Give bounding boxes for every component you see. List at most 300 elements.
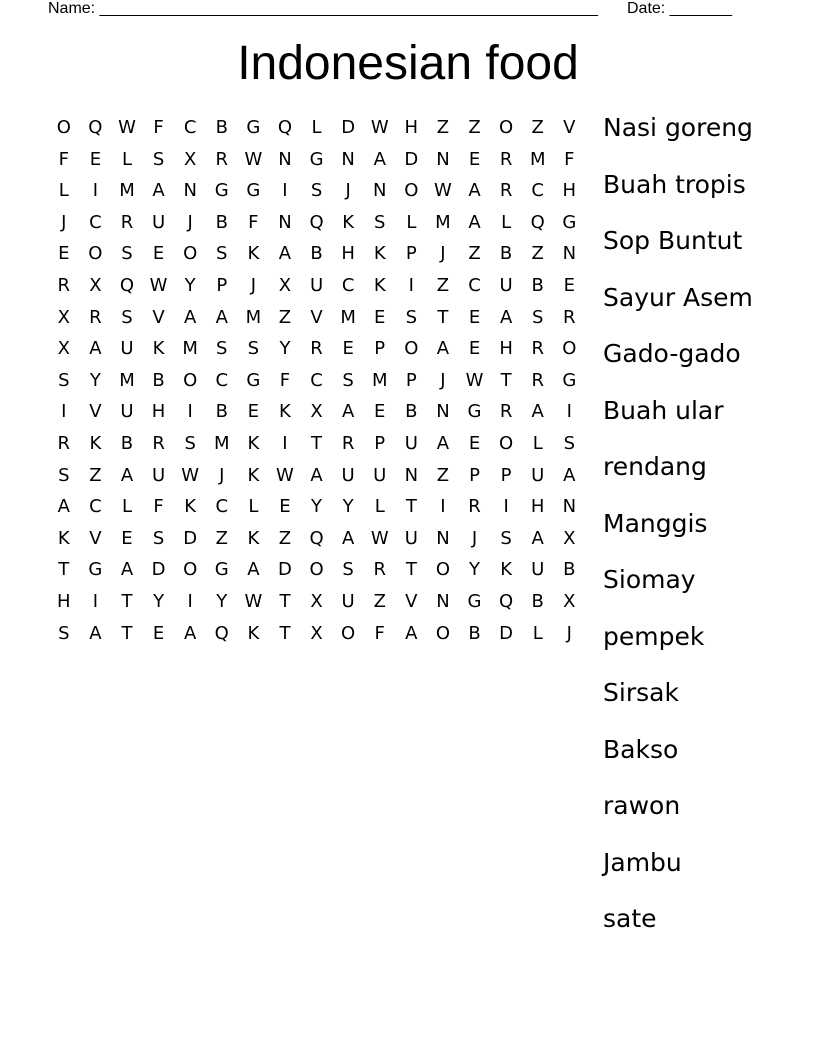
- grid-letter: Y: [469, 559, 481, 581]
- grid-letter: R: [57, 274, 71, 296]
- grid-letter: O: [404, 180, 419, 202]
- grid-letter: K: [247, 464, 260, 486]
- grid-letter: F: [153, 117, 164, 138]
- grid-letter: G: [246, 180, 261, 202]
- grid-row: [48, 207, 585, 239]
- grid-letter: K: [373, 274, 386, 296]
- grid-letter: M: [340, 306, 356, 328]
- word-list-item: pempek: [603, 621, 705, 651]
- grid-letter: Q: [214, 622, 229, 644]
- grid-row: [48, 365, 585, 397]
- grid-letter: T: [311, 432, 323, 454]
- grid-row: [48, 491, 585, 523]
- grid-letter: M: [119, 180, 135, 202]
- grid-letter: U: [341, 590, 355, 612]
- word-list-item: Siomay: [603, 565, 696, 594]
- grid-letter: T: [405, 496, 417, 518]
- word-list-item: Buah ular: [603, 395, 724, 425]
- grid-letter: A: [341, 401, 355, 423]
- grid-letter: C: [341, 274, 355, 296]
- grid-letter: M: [245, 306, 262, 328]
- grid-letter: O: [56, 117, 71, 138]
- grid-letter: R: [341, 432, 355, 454]
- grid-letter: O: [435, 559, 450, 581]
- grid-letter: E: [121, 527, 133, 549]
- grid-letter: O: [309, 559, 324, 581]
- grid-letter: A: [499, 306, 513, 328]
- grid-letter: A: [152, 180, 165, 202]
- word-list-item: Gado-gado: [603, 339, 741, 368]
- grid-letter: H: [499, 338, 513, 360]
- grid-letter: N: [562, 243, 577, 265]
- grid-letter: J: [61, 211, 67, 233]
- grid-letter: S: [58, 369, 70, 391]
- word-list-item: Bakso: [603, 734, 679, 764]
- grid-letter: E: [279, 496, 291, 518]
- grid-letter: A: [184, 306, 197, 328]
- grid-letter: G: [562, 211, 577, 233]
- grid-letter: S: [216, 338, 228, 360]
- grid-letter: N: [436, 527, 450, 549]
- grid-letter: B: [499, 243, 513, 265]
- grid-letter: S: [563, 432, 576, 454]
- grid-letter: K: [152, 338, 165, 360]
- grid-letter: W: [181, 464, 200, 486]
- grid-letter: N: [436, 590, 450, 612]
- grid-letter: O: [499, 432, 514, 454]
- grid-letter: H: [562, 180, 577, 202]
- grid-letter: U: [151, 211, 166, 233]
- grid-letter: O: [88, 243, 103, 265]
- grid-letter: Z: [215, 527, 228, 549]
- grid-letter: T: [500, 369, 512, 391]
- grid-row: [48, 428, 585, 460]
- grid-letter: Q: [530, 211, 545, 233]
- grid-letter: O: [183, 243, 198, 265]
- grid-letter: C: [183, 117, 197, 138]
- grid-letter: A: [531, 527, 544, 549]
- grid-letter: A: [373, 148, 386, 170]
- grid-letter: K: [342, 211, 355, 233]
- grid-letter: L: [248, 496, 259, 518]
- grid-letter: T: [405, 559, 417, 581]
- word-list-item: sate: [603, 904, 657, 933]
- grid-letter: Y: [311, 496, 323, 518]
- word-list-item: Sayur Asem: [603, 282, 753, 312]
- grid-letter: L: [532, 622, 543, 644]
- grid-letter: W: [118, 117, 136, 138]
- grid-letter: N: [436, 148, 450, 170]
- grid-letter: B: [563, 559, 576, 581]
- grid-letter: K: [247, 243, 260, 265]
- grid-letter: N: [278, 148, 292, 170]
- grid-letter: S: [342, 369, 354, 391]
- grid-letter: S: [342, 559, 354, 581]
- grid-letter: V: [89, 527, 102, 549]
- grid-letter: X: [563, 527, 576, 549]
- grid-letter: U: [120, 338, 134, 360]
- grid-letter: N: [341, 148, 355, 170]
- grid-letter: E: [468, 306, 481, 328]
- grid-letter: A: [247, 559, 260, 581]
- grid-letter: R: [373, 559, 386, 581]
- grid-letter: O: [183, 369, 198, 391]
- grid-letter: O: [499, 117, 514, 138]
- grid-row: [48, 586, 585, 618]
- grid-letter: L: [374, 496, 385, 518]
- grid-letter: X: [310, 401, 323, 423]
- grid-letter: Y: [279, 338, 291, 360]
- grid-letter: W: [244, 590, 263, 612]
- grid-letter: O: [183, 559, 198, 581]
- grid-letter: E: [152, 622, 165, 644]
- grid-letter: V: [563, 117, 576, 138]
- grid-letter: M: [371, 369, 388, 391]
- grid-letter: Z: [373, 590, 386, 612]
- grid-letter: A: [468, 180, 481, 202]
- grid-letter: F: [248, 211, 259, 233]
- grid-letter: W: [370, 527, 389, 549]
- grid-letter: P: [469, 464, 480, 486]
- grid-letter: U: [373, 464, 387, 486]
- grid-letter: G: [246, 369, 261, 391]
- grid-letter: X: [563, 590, 576, 612]
- grid-letter: A: [120, 464, 134, 486]
- grid-letter: D: [499, 622, 514, 644]
- grid-letter: K: [247, 432, 260, 454]
- grid-letter: S: [121, 243, 133, 265]
- grid-letter: Z: [531, 117, 544, 138]
- word-list-item: rawon: [603, 791, 681, 820]
- grid-row: [48, 238, 585, 270]
- grid-letter: T: [58, 559, 70, 581]
- grid-letter: B: [215, 211, 228, 233]
- grid-letter: E: [468, 148, 481, 170]
- grid-letter: W: [465, 369, 484, 391]
- grid-letter: N: [278, 211, 292, 233]
- grid-letter: Z: [468, 117, 481, 138]
- grid-letter: A: [468, 211, 481, 233]
- grid-letter: J: [187, 211, 193, 233]
- grid-letter: V: [89, 401, 102, 423]
- grid-letter: G: [467, 401, 482, 423]
- grid-letter: B: [215, 117, 228, 138]
- grid-letter: Z: [436, 117, 450, 138]
- grid-letter: Q: [277, 117, 293, 138]
- grid-letter: B: [531, 274, 544, 296]
- grid-letter: S: [247, 338, 260, 360]
- grid-letter: U: [341, 464, 355, 486]
- grid-letter: A: [310, 464, 323, 486]
- grid-letter: B: [152, 369, 165, 391]
- grid-letter: S: [58, 464, 70, 486]
- grid-letter: E: [58, 243, 70, 265]
- grid-letter: A: [563, 464, 576, 486]
- grid-letter: U: [404, 432, 418, 454]
- grid-letter: I: [282, 180, 288, 202]
- word-list-item: Manggis: [603, 508, 708, 538]
- word-list: [603, 110, 753, 958]
- grid-letter: P: [500, 464, 512, 486]
- grid-letter: A: [405, 622, 418, 644]
- grid-letter: J: [250, 274, 257, 296]
- grid-letter: S: [374, 211, 386, 233]
- grid-letter: V: [152, 306, 165, 328]
- grid-letter: S: [531, 306, 544, 328]
- grid-letter: X: [278, 274, 292, 296]
- grid-letter: H: [151, 401, 166, 423]
- grid-letter: A: [89, 338, 102, 360]
- grid-letter: K: [279, 401, 291, 423]
- grid-letter: L: [406, 211, 417, 233]
- grid-letter: E: [468, 338, 481, 360]
- grid-letter: D: [278, 559, 292, 581]
- grid-letter: W: [149, 274, 168, 296]
- grid-letter: G: [562, 369, 577, 391]
- grid-letter: A: [184, 622, 197, 644]
- grid-letter: A: [278, 243, 292, 265]
- grid-letter: R: [563, 306, 576, 328]
- grid-letter: G: [88, 559, 103, 581]
- grid-letter: X: [57, 306, 70, 328]
- grid-row: [48, 144, 585, 176]
- grid-letter: S: [310, 180, 323, 202]
- grid-letter: A: [120, 559, 134, 581]
- grid-letter: H: [341, 243, 355, 265]
- grid-letter: X: [89, 274, 102, 296]
- grid-letter: S: [58, 622, 70, 644]
- grid-letter: B: [215, 401, 228, 423]
- grid-letter: L: [58, 180, 69, 202]
- grid-letter: F: [153, 496, 164, 518]
- grid-letter: T: [279, 590, 291, 612]
- grid-letter: J: [566, 622, 572, 644]
- grid-letter: Y: [342, 496, 354, 518]
- grid-letter: H: [404, 117, 419, 138]
- grid-letter: T: [279, 622, 291, 644]
- grid-letter: Q: [88, 117, 103, 138]
- grid-letter: G: [309, 148, 324, 170]
- grid-letter: B: [120, 432, 134, 454]
- grid-letter: Z: [531, 243, 544, 265]
- grid-letter: W: [434, 180, 452, 202]
- grid-letter: Y: [153, 590, 165, 612]
- grid-row: [48, 112, 585, 144]
- grid-letter: U: [531, 559, 545, 581]
- grid-letter: B: [310, 243, 323, 265]
- grid-letter: Q: [309, 527, 324, 549]
- grid-letter: W: [244, 148, 263, 170]
- grid-row: [48, 175, 585, 207]
- grid-letter: L: [532, 432, 543, 454]
- grid-letter: Y: [89, 369, 101, 391]
- grid-letter: J: [440, 243, 446, 265]
- grid-letter: C: [468, 274, 481, 296]
- grid-letter: E: [89, 148, 102, 170]
- grid-letter: Z: [468, 243, 481, 265]
- grid-letter: R: [531, 369, 544, 391]
- grid-letter: P: [405, 369, 417, 391]
- grid-letter: T: [437, 306, 449, 328]
- grid-letter: U: [151, 464, 166, 486]
- grid-row: [48, 270, 585, 302]
- grid-row: [48, 333, 585, 365]
- grid-letter: S: [184, 432, 196, 454]
- grid-letter: C: [89, 496, 102, 518]
- grid-row: [48, 396, 585, 428]
- grid-letter: F: [279, 369, 291, 391]
- word-list-item: Nasi goreng: [603, 113, 753, 142]
- grid-letter: P: [374, 338, 386, 360]
- grid-letter: A: [436, 432, 450, 454]
- grid-letter: M: [529, 148, 546, 170]
- grid-letter: I: [503, 496, 509, 518]
- grid-letter: S: [121, 306, 133, 328]
- grid-letter: D: [341, 117, 356, 138]
- grid-letter: R: [499, 148, 513, 170]
- grid-letter: C: [89, 211, 102, 233]
- grid-letter: R: [120, 211, 134, 233]
- grid-letter: D: [151, 559, 166, 581]
- grid-letter: R: [499, 401, 513, 423]
- grid-letter: R: [531, 338, 544, 360]
- grid-letter: F: [564, 148, 575, 170]
- grid-letter: N: [436, 401, 450, 423]
- grid-letter: V: [310, 306, 323, 328]
- grid-letter: U: [499, 274, 513, 296]
- grid-letter: I: [187, 590, 193, 612]
- word-list-item: rendang: [603, 452, 707, 481]
- grid-letter: E: [247, 401, 260, 423]
- grid-letter: F: [374, 622, 385, 644]
- grid-letter: R: [57, 432, 71, 454]
- grid-letter: S: [500, 527, 512, 549]
- grid-letter: Z: [436, 274, 450, 296]
- grid-letter: B: [468, 622, 481, 644]
- grid-letter: W: [370, 117, 389, 138]
- grid-letter: H: [57, 590, 71, 612]
- grid-letter: N: [183, 180, 197, 202]
- grid-letter: V: [405, 590, 418, 612]
- grid-letter: N: [373, 180, 387, 202]
- grid-letter: I: [282, 432, 288, 454]
- grid-letter: C: [310, 369, 323, 391]
- grid-letter: D: [183, 527, 198, 549]
- grid-letter: O: [435, 622, 450, 644]
- grid-letter: A: [531, 401, 544, 423]
- grid-letter: P: [405, 243, 417, 265]
- word-list-item: Sirsak: [603, 678, 679, 707]
- grid-letter: R: [499, 180, 513, 202]
- grid-row: [48, 618, 585, 650]
- grid-row: [48, 302, 585, 334]
- grid-letter: R: [152, 432, 165, 454]
- grid-row: [48, 460, 585, 492]
- name-field-label: Name: ________________________________________________________: [48, 0, 598, 17]
- grid-letter: O: [404, 338, 419, 360]
- grid-letter: T: [121, 622, 133, 644]
- grid-letter: D: [404, 148, 419, 170]
- grid-letter: A: [341, 527, 355, 549]
- grid-letter: E: [374, 306, 386, 328]
- grid-letter: A: [436, 338, 450, 360]
- grid-letter: J: [219, 464, 225, 486]
- grid-letter: Z: [89, 464, 102, 486]
- grid-letter: Q: [309, 211, 324, 233]
- grid-letter: G: [467, 590, 482, 612]
- grid-letter: Q: [119, 274, 135, 296]
- grid-letter: I: [92, 180, 99, 202]
- grid-letter: U: [309, 274, 324, 296]
- grid-letter: E: [342, 338, 354, 360]
- grid-letter: U: [120, 401, 134, 423]
- grid-letter: L: [501, 211, 512, 233]
- grid-letter: L: [311, 117, 322, 138]
- grid-letter: R: [310, 338, 323, 360]
- grid-letter: K: [247, 527, 260, 549]
- word-list-item: Jambu: [603, 847, 682, 877]
- grid-letter: C: [215, 369, 229, 391]
- grid-letter: I: [92, 590, 99, 612]
- date-field-label: Date: _______: [627, 0, 732, 17]
- grid-letter: L: [121, 148, 132, 170]
- grid-letter: I: [408, 274, 414, 296]
- grid-letter: K: [373, 243, 386, 265]
- grid-row: [48, 554, 585, 586]
- grid-letter: G: [214, 180, 229, 202]
- grid-letter: Y: [216, 590, 228, 612]
- grid-letter: K: [184, 496, 197, 518]
- grid-letter: O: [341, 622, 356, 644]
- grid-letter: G: [214, 559, 229, 581]
- grid-letter: Z: [436, 464, 450, 486]
- grid-letter: R: [215, 148, 229, 170]
- grid-letter: K: [89, 432, 102, 454]
- grid-letter: K: [57, 527, 70, 549]
- grid-letter: J: [471, 527, 478, 549]
- grid-letter: R: [468, 496, 481, 518]
- grid-letter: L: [121, 496, 132, 518]
- word-list-item: Sop Buntut: [603, 226, 743, 255]
- grid-letter: P: [374, 432, 386, 454]
- grid-letter: I: [566, 401, 572, 423]
- grid-letter: Z: [278, 527, 292, 549]
- grid-letter: P: [216, 274, 228, 296]
- grid-letter: I: [187, 401, 193, 423]
- grid-letter: A: [89, 622, 102, 644]
- grid-letter: A: [215, 306, 228, 328]
- word-list-item: Buah tropis: [603, 169, 746, 199]
- grid-letter: M: [182, 338, 198, 360]
- grid-letter: X: [57, 338, 70, 360]
- grid-letter: S: [405, 306, 418, 328]
- page-title: Indonesian food: [237, 37, 579, 90]
- grid-letter: E: [152, 243, 165, 265]
- grid-letter: Q: [499, 590, 514, 612]
- grid-letter: O: [562, 338, 577, 360]
- grid-letter: B: [405, 401, 418, 423]
- grid-letter: N: [404, 464, 419, 486]
- grid-letter: F: [58, 148, 69, 170]
- grid-letter: X: [310, 590, 323, 612]
- grid-letter: H: [530, 496, 545, 518]
- grid-letter: Z: [278, 306, 292, 328]
- grid-letter: J: [440, 369, 446, 391]
- grid-letter: X: [310, 622, 323, 644]
- grid-letter: C: [531, 180, 544, 202]
- grid-letter: N: [562, 496, 577, 518]
- grid-row: [48, 523, 585, 555]
